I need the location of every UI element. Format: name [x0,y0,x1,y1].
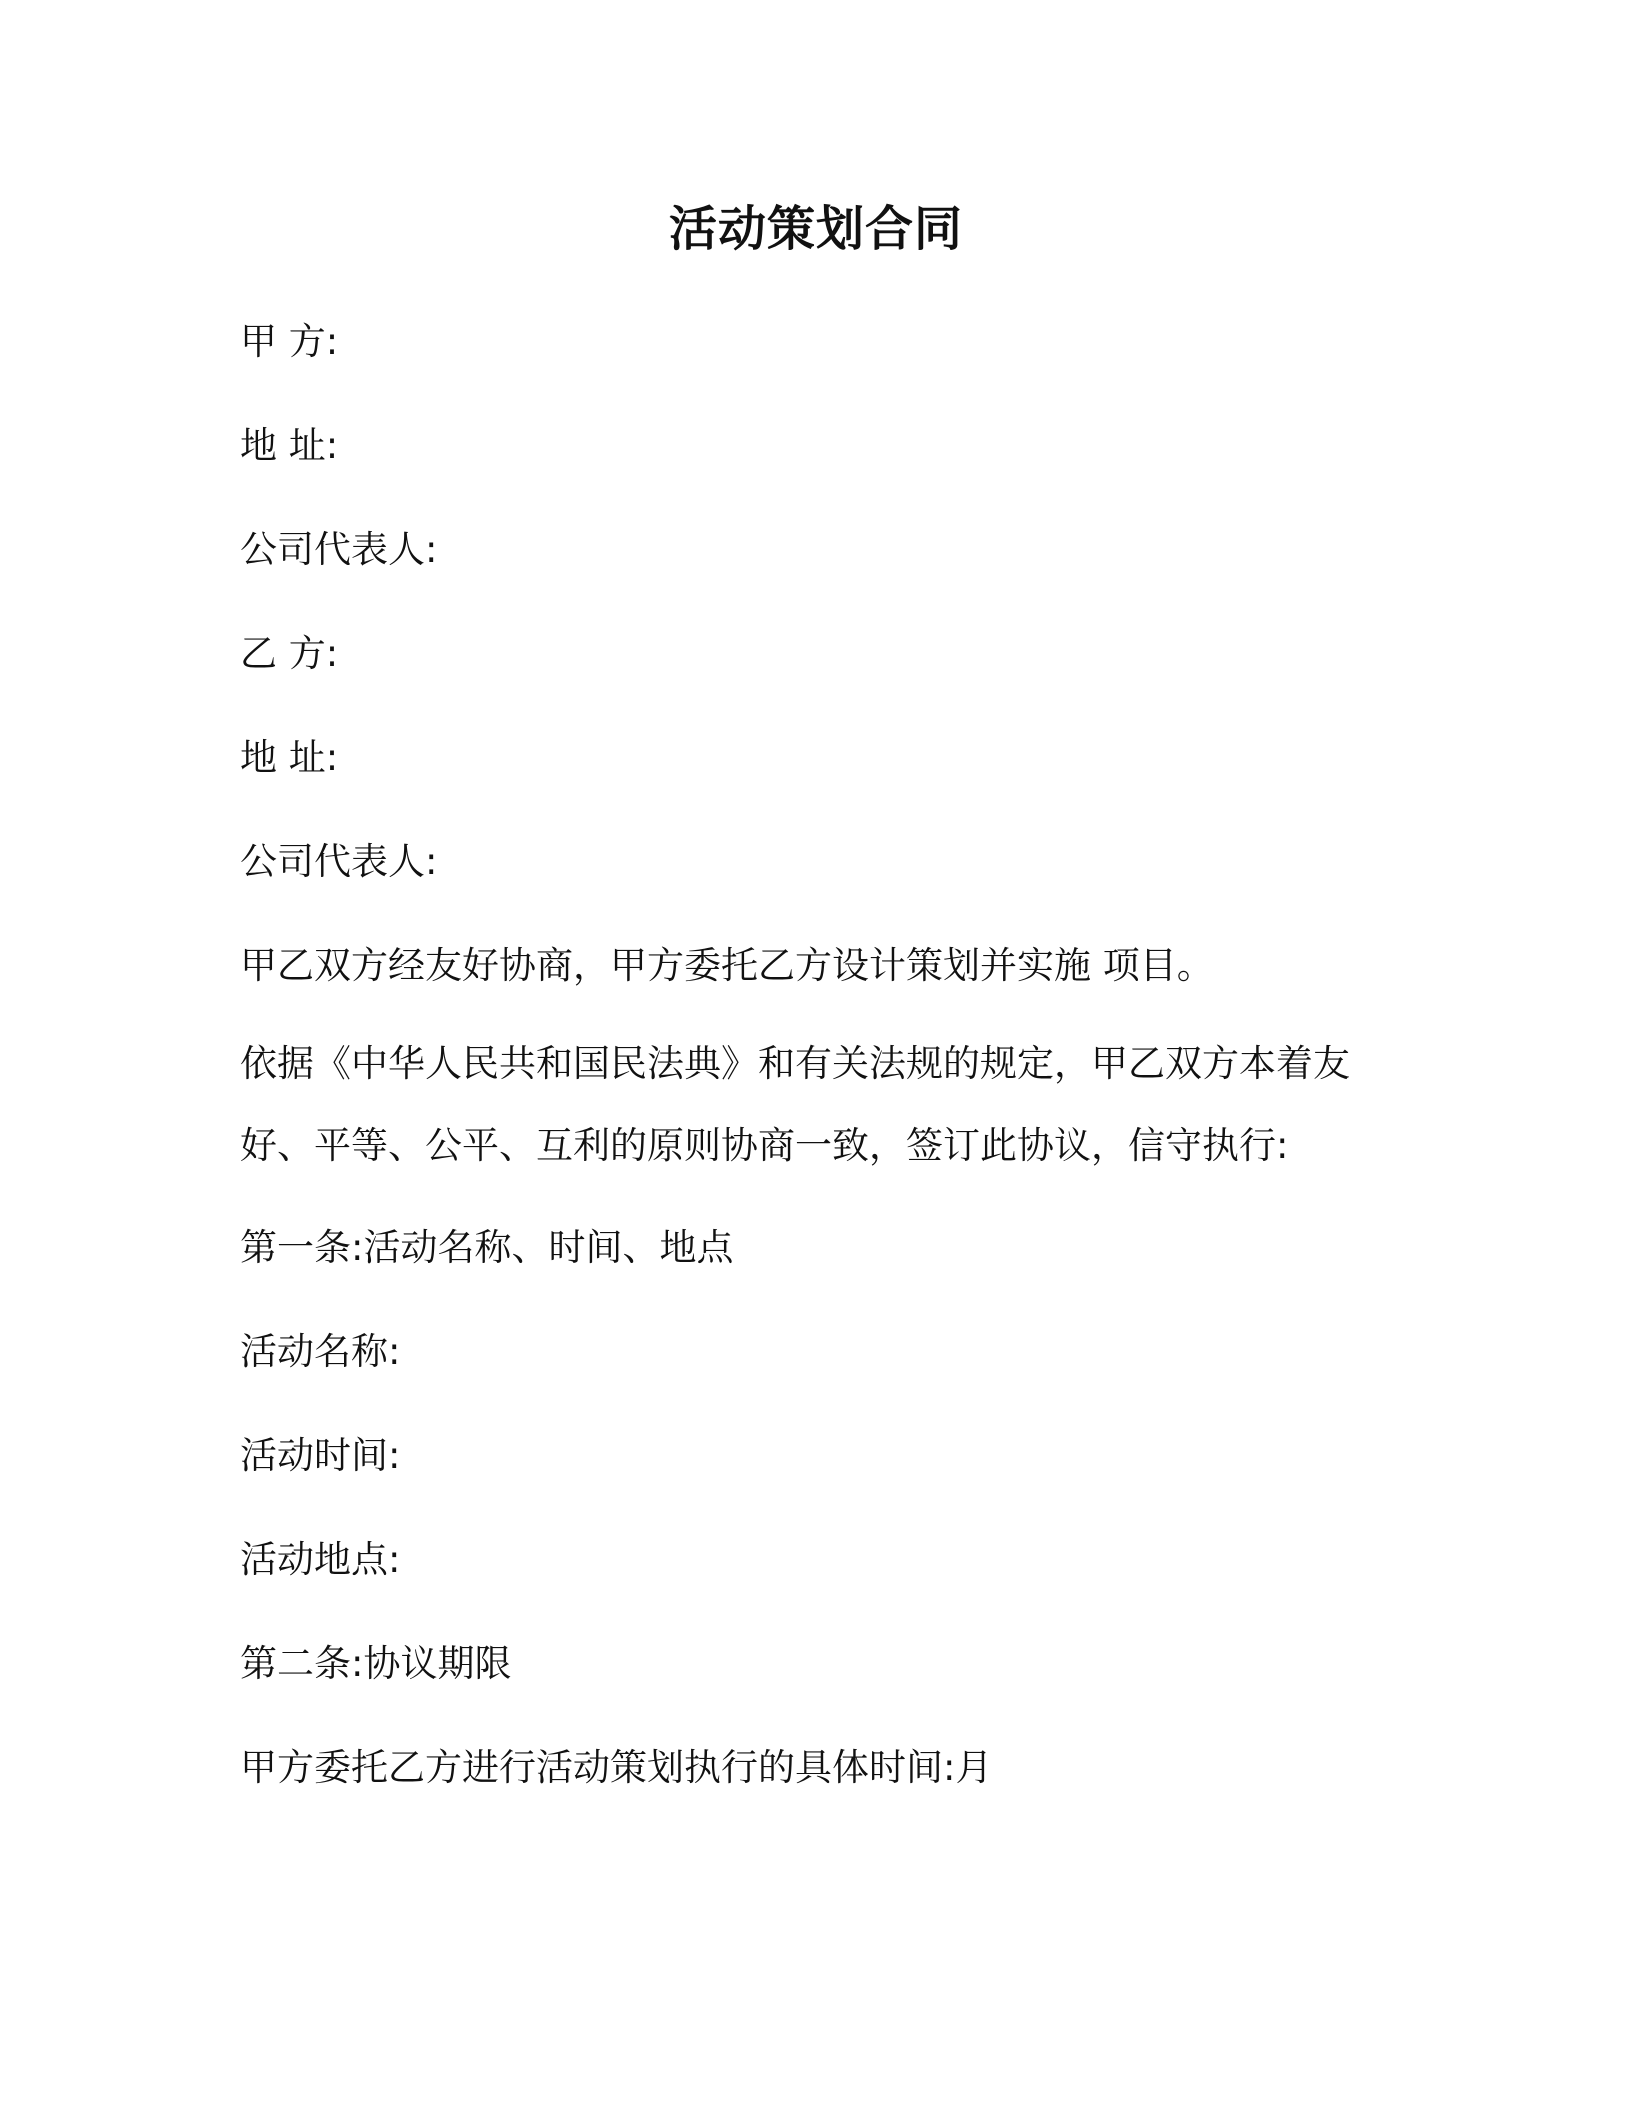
intro-paragraph: 甲乙双方经友好协商，甲方委托乙方设计策划并实施 项目。 [240,944,1214,987]
event-place-label: 活动地点: [240,1538,401,1581]
party-b-address-label: 地 址: [240,736,339,779]
basis-paragraph-line-2: 好、平等、公平、互利的原则协商一致，签订此协议，信守执行: [240,1124,1289,1167]
article-2-heading: 第二条:协议期限 [240,1642,512,1685]
document-title: 活动策划合同 [668,201,963,257]
party-a-label: 甲 方: [240,320,339,363]
party-b-label: 乙 方: [240,632,339,675]
article-1-heading: 第一条:活动名称、时间、地点 [240,1226,734,1269]
basis-paragraph-line-1: 依据《中华人民共和国民法典》和有关法规的规定，甲乙双方本着友 [240,1042,1350,1085]
party-a-representative-label: 公司代表人: [240,528,438,571]
event-name-label: 活动名称: [240,1330,401,1373]
party-b-representative-label: 公司代表人: [240,840,438,883]
party-a-address-label: 地 址: [240,424,339,467]
term-line: 甲方委托乙方进行活动策划执行的具体时间:月 [240,1746,993,1789]
event-time-label: 活动时间: [240,1434,401,1477]
